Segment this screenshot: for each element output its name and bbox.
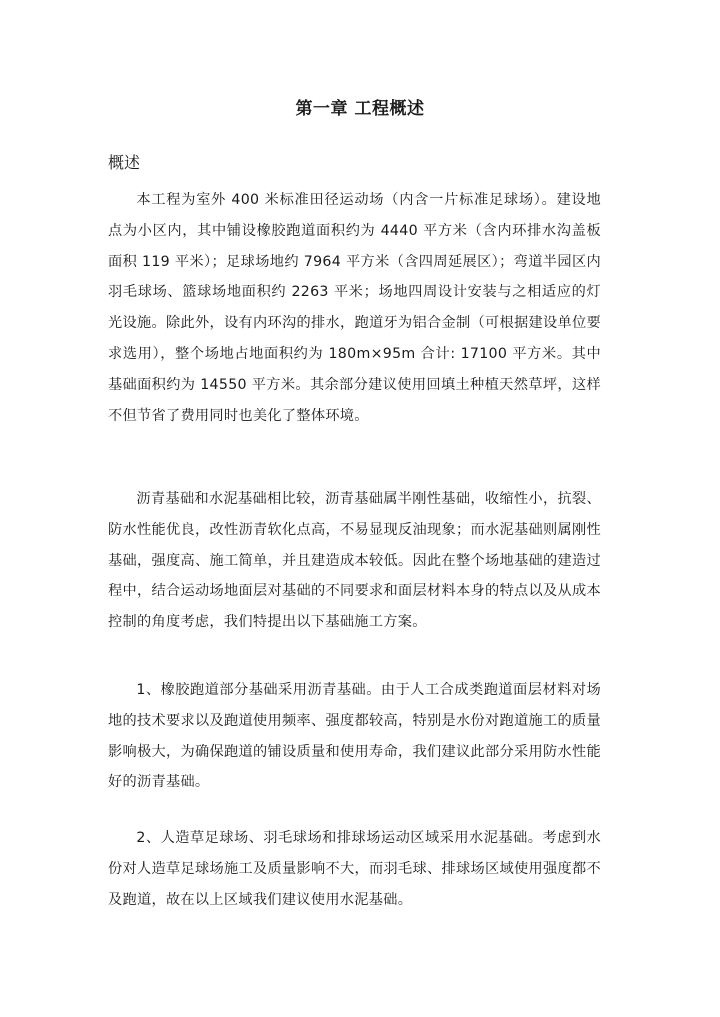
paragraph-project-overview: 本工程为室外 400 米标准田径运动场（内含一片标准足球场）。建设地点为小区内，其中铺设橡胶跑道面积约为 4440 平方米（含内环排水沟盖板面积 119 平米）；足球场地约 7964 平方米（含四周延展区）；弯道半园区内羽毛球场、篮球场地面积约 2263 平米；场地四周设计安装与之相适应的灯光设施。除此外，设有内环沟的排水，跑道牙为铝合金制（可根据建设单位要求选用），整个场地占地面积约为 180m×95m 合计: 17100 平方米。其中基础面积约为 14550 平方米。其余部分建议使用回填土种植天然草坪，这样不但节省了费用同时也美化了整体环境。 — [108, 192, 601, 424]
paragraph-field-foundation: 2、人造草足球场、羽毛球场和排球场运动区域采用水泥基础。考虑到水份对人造草足球场施工及质量影响不大，而羽毛球、排球场区域使用强度都不及跑道，故在以上区域我们建议使用水泥基础。 — [108, 830, 601, 908]
paragraph-track-foundation: 1、橡胶跑道部分基础采用沥青基础。由于人工合成类跑道面层材料对场地的技术要求以及跑道使用频率、强度都较高，特别是水份对跑道施工的质量影响极大，为确保跑道的铺设质量和使用寿命，我们建议此部分采用防水性能好的沥青基础。 — [108, 682, 601, 791]
paragraph-foundation-comparison: 沥青基础和水泥基础相比较，沥青基础属半刚性基础，收缩性小，抗裂、防水性能优良，改性沥青软化点高，不易显现反油现象；而水泥基础则属刚性基础，强度高、施工简单，并且建造成本较低。因此在整个场地基础的建造过程中，结合运动场地面层对基础的不同要求和面层材料本身的特点以及从成本控制的角度考虑，我们特提出以下基础施工方案。 — [108, 491, 601, 631]
section-heading: 概述 — [108, 153, 141, 172]
chapter-title: 第一章 工程概述 — [295, 99, 425, 119]
